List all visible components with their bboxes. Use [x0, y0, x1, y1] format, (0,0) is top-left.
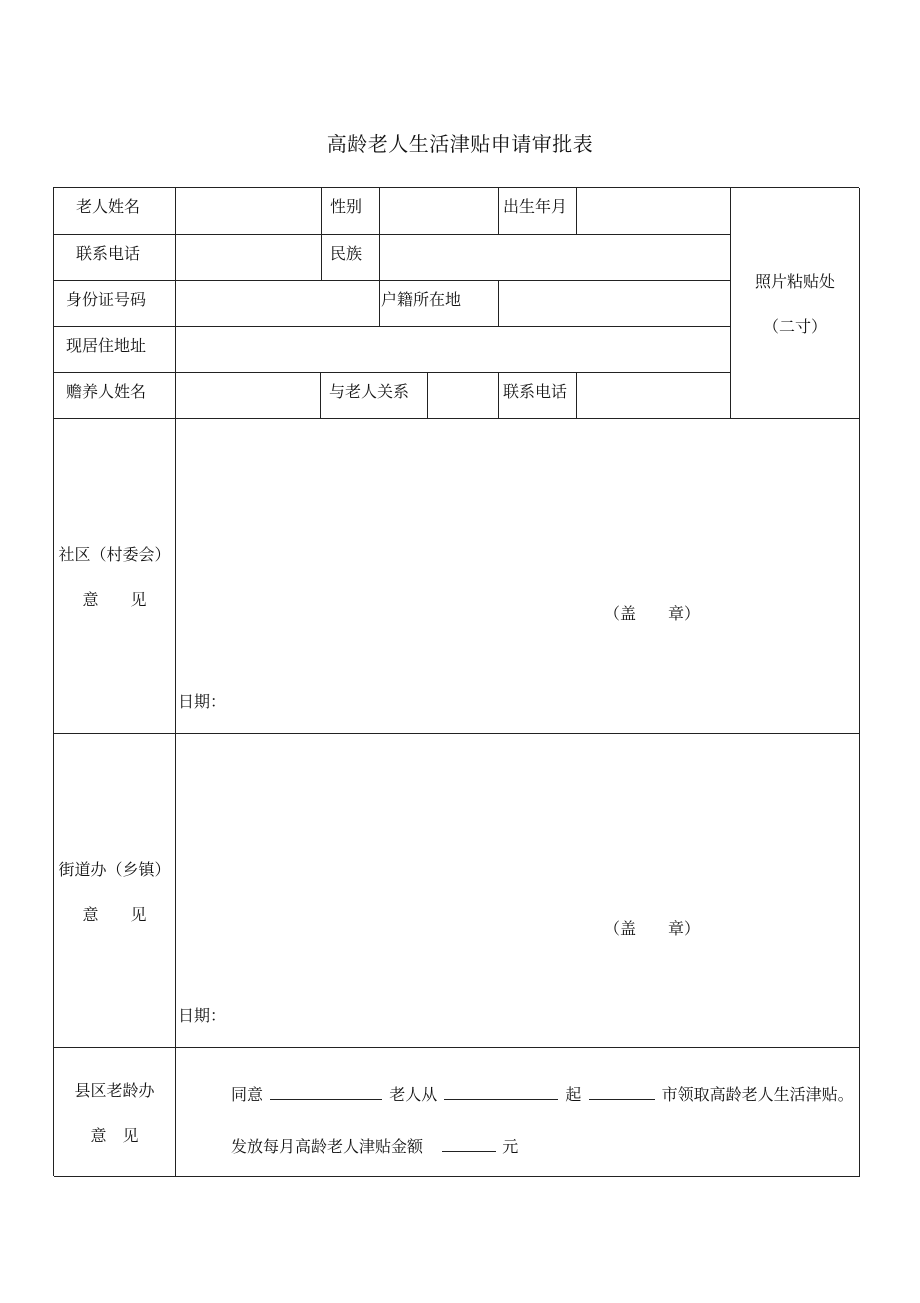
photo-label: 照片粘贴处: [754, 272, 835, 291]
community-opinion-label: 意 见: [82, 590, 147, 609]
street-opinion-label: 意 见: [82, 904, 147, 924]
relation-label: 与老人关系: [321, 373, 428, 419]
county-label-cell: [54, 1048, 176, 1177]
community-label-cell: [54, 419, 176, 734]
hukou-field[interactable]: [499, 281, 731, 327]
hukou-label: 户籍所在地: [380, 281, 499, 327]
county-label: 县区老龄办: [74, 1081, 155, 1100]
address-field[interactable]: [176, 327, 731, 373]
ethnicity-label: 民族: [322, 235, 380, 281]
birth-field[interactable]: [577, 188, 731, 235]
community-date-label: 日期：: [178, 692, 227, 711]
street-label-cell: [54, 734, 176, 1048]
street-seal: （盖 章）: [604, 919, 701, 938]
elder-name-field[interactable]: [176, 188, 322, 235]
street-opinion-field[interactable]: [176, 734, 860, 1048]
phone-label: 联系电话: [54, 235, 176, 281]
phone-field[interactable]: [176, 235, 322, 281]
supporter-name-field[interactable]: [176, 373, 321, 419]
city-blank[interactable]: [589, 1085, 655, 1100]
community-opinion-field[interactable]: [176, 419, 860, 734]
photo-area: [731, 188, 860, 419]
yuan-text: 元: [502, 1137, 519, 1156]
photo-size-label: （二寸）: [762, 317, 827, 336]
county-amount-line: [231, 1134, 518, 1157]
elder-name-label: 老人姓名: [54, 188, 176, 235]
street-date-label: 日期：: [178, 1006, 227, 1025]
amount-text: 发放每月高龄老人津贴金额: [231, 1137, 424, 1156]
receive-text: 市领取高龄老人生活津贴。: [661, 1085, 854, 1104]
county-opinion-label: 意 见: [90, 1126, 139, 1145]
supporter-phone-field[interactable]: [577, 373, 731, 419]
county-opinion-field: [176, 1048, 860, 1177]
ethnicity-field[interactable]: [380, 235, 731, 281]
street-label: 街道办（乡镇）: [58, 859, 171, 879]
county-approval-line: [231, 1082, 854, 1105]
id-number-field[interactable]: [176, 281, 380, 327]
elder-from-text: 老人从: [389, 1085, 438, 1104]
supporter-phone-label: 联系电话: [499, 373, 577, 419]
community-label: 社区（村委会）: [58, 545, 171, 564]
gender-field[interactable]: [380, 188, 499, 235]
application-form-table: [53, 187, 859, 1176]
relation-field[interactable]: [428, 373, 499, 419]
birth-label: 出生年月: [499, 188, 577, 235]
form-title: 高龄老人生活津贴申请审批表: [326, 132, 594, 156]
id-number-label: 身份证号码: [54, 281, 176, 327]
amount-blank[interactable]: [442, 1137, 496, 1152]
agree-text: 同意: [231, 1085, 264, 1104]
supporter-name-label: 赡养人姓名: [54, 373, 176, 419]
address-label: 现居住地址: [54, 327, 176, 373]
elder-name-blank[interactable]: [270, 1085, 382, 1100]
community-seal: （盖 章）: [604, 604, 701, 623]
gender-label: 性别: [322, 188, 380, 235]
start-date-blank[interactable]: [444, 1085, 558, 1100]
start-text: 起: [565, 1085, 582, 1104]
